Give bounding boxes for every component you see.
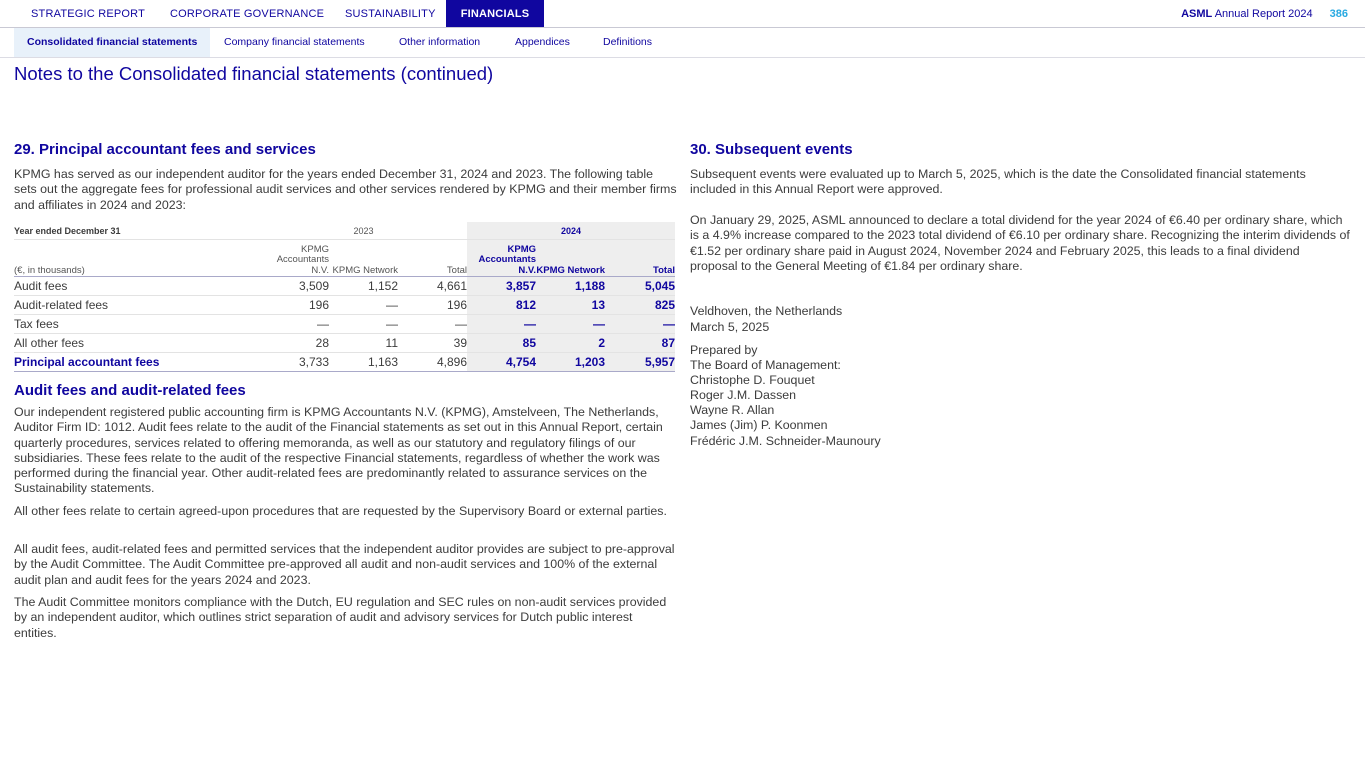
cell-value: — bbox=[329, 315, 398, 334]
audit-fees-paragraph-1: Our independent registered public accounting firm is KPMG Accountants N.V. (KPMG), Amstelveen, The Netherlands, Auditor Firm ID: 1012. Audit fees relate to the audit of the Financial statements as set out in this Annual Report, certain quarterly procedures, services related to offering memoranda, as well as our statutory and regulatory filings of our subsidiaries. These fees relate to the audit of the respective Financial statements, regardless of whether the work was performed during the financial year. Other audit-related fees are predominantly related to assurance services on the Sustainability statements. bbox=[14, 405, 663, 496]
table-header-years bbox=[14, 222, 675, 240]
cell-value: — bbox=[467, 315, 536, 334]
board-member: Roger J.M. Dassen bbox=[690, 388, 797, 402]
row-label: Audit-related fees bbox=[14, 296, 260, 315]
subnav-appendices[interactable]: Appendices bbox=[515, 36, 570, 48]
row-label: All other fees bbox=[14, 334, 260, 353]
prepared-by-label: Prepared by bbox=[690, 343, 758, 357]
cell-value: 87 bbox=[605, 334, 675, 353]
board-member: Wayne R. Allan bbox=[690, 403, 775, 417]
subnav-other-information[interactable]: Other information bbox=[399, 36, 481, 48]
table-row bbox=[14, 334, 675, 353]
section-30-heading: 30. Subsequent events bbox=[690, 141, 853, 158]
cell-value: 4,754 bbox=[467, 353, 536, 372]
year-2023-header: 2023 bbox=[260, 222, 467, 240]
col-2023-network: KPMG Network bbox=[329, 240, 398, 277]
cell-value: 2 bbox=[536, 334, 605, 353]
total-row-label: Principal accountant fees bbox=[14, 353, 260, 372]
fees-table bbox=[14, 222, 675, 372]
cell-value: 85 bbox=[467, 334, 536, 353]
cell-value: 5,957 bbox=[605, 353, 675, 372]
audit-fees-subheading: Audit fees and audit-related fees bbox=[14, 382, 246, 399]
audit-fees-paragraph-2: All other fees relate to certain agreed-upon procedures that are requested by the Supervisory Board or external parties. bbox=[14, 504, 667, 518]
subnav-consolidated-financial-statements[interactable]: Consolidated financial statements bbox=[14, 28, 210, 57]
cell-value: — bbox=[398, 315, 467, 334]
cell-value: 39 bbox=[398, 334, 467, 353]
table-row bbox=[14, 277, 675, 296]
sub-navigation bbox=[0, 28, 1365, 58]
cell-value: 4,896 bbox=[398, 353, 467, 372]
page-number: 386 bbox=[1329, 8, 1348, 20]
page-title: Notes to the Consolidated financial statements (continued) bbox=[14, 63, 494, 84]
brand-name: ASML bbox=[1181, 8, 1213, 20]
table-row bbox=[14, 315, 675, 334]
table-row bbox=[14, 296, 675, 315]
cell-value: 196 bbox=[398, 296, 467, 315]
cell-value: 28 bbox=[260, 334, 329, 353]
col-2024-network: KPMG Network bbox=[536, 240, 605, 277]
cell-value: 196 bbox=[260, 296, 329, 315]
unit-label: (€, in thousands) bbox=[14, 240, 260, 277]
cell-value: — bbox=[329, 296, 398, 315]
cell-value: — bbox=[260, 315, 329, 334]
cell-value: 5,045 bbox=[605, 277, 675, 296]
row-label: Tax fees bbox=[14, 315, 260, 334]
subnav-definitions[interactable]: Definitions bbox=[603, 36, 653, 48]
col-2023-total: Total bbox=[398, 240, 467, 277]
cell-value: 3,857 bbox=[467, 277, 536, 296]
year-ended-label: Year ended December 31 bbox=[14, 222, 260, 240]
subsequent-events-paragraph-1: Subsequent events were evaluated up to March 5, 2025, which is the date the Consolidated financial statements included in this Annual Report were approved. bbox=[690, 167, 1306, 197]
signature-date: March 5, 2025 bbox=[690, 320, 770, 334]
cell-value: 3,733 bbox=[260, 353, 329, 372]
section-29-intro: KPMG has served as our independent auditor for the years ended December 31, 2024 and 2023. The following table sets out the aggregate fees for professional audit services and other services rendered by KPMG and their member firms and affiliates in 2024 and 2023: bbox=[14, 167, 677, 212]
audit-fees-paragraph-4: The Audit Committee monitors compliance with the Dutch, EU regulation and SEC rules on non-audit services provided by an independent auditor, which outlines strict separation of audit and advisory services for Dutch public interest entities. bbox=[14, 595, 667, 640]
cell-value: 812 bbox=[467, 296, 536, 315]
top-navigation bbox=[0, 0, 1365, 28]
row-label: Audit fees bbox=[14, 277, 260, 296]
table-header-columns bbox=[14, 240, 675, 277]
cell-value: 11 bbox=[329, 334, 398, 353]
tab-strategic-report[interactable]: STRATEGIC REPORT bbox=[31, 8, 146, 20]
cell-value: — bbox=[536, 315, 605, 334]
board-member: James (Jim) P. Koonmen bbox=[690, 418, 828, 432]
col-2024-total: Total bbox=[605, 240, 675, 277]
cell-value: 4,661 bbox=[398, 277, 467, 296]
board-member: Christophe D. Fouquet bbox=[690, 373, 815, 387]
col-2023-accountants: KPMG Accountants N.V. bbox=[260, 240, 329, 277]
report-title: Annual Report 2024 bbox=[1214, 8, 1313, 20]
cell-value: 1,203 bbox=[536, 353, 605, 372]
cell-value: — bbox=[605, 315, 675, 334]
table-total-row bbox=[14, 353, 675, 372]
col-2024-accountants: KPMG Accountants N.V. bbox=[467, 240, 536, 277]
subsequent-events-paragraph-2: On January 29, 2025, ASML announced to declare a total dividend for the year 2024 of €6.40 per ordinary share, which is a 4.9% increase compared to the 2023 total dividend of €6.10 per ordinary share. Recognizing the interim dividends of €1.52 per ordinary share paid in August 2024, November 2024 and February 2025, this leads to a final dividend proposal to the General Meeting of €1.84 per ordinary share. bbox=[690, 213, 1350, 273]
cell-value: 1,188 bbox=[536, 277, 605, 296]
cell-value: 1,152 bbox=[329, 277, 398, 296]
cell-value: 1,163 bbox=[329, 353, 398, 372]
board-label: The Board of Management: bbox=[690, 358, 841, 372]
report-brand bbox=[1181, 0, 1348, 27]
tab-sustainability[interactable]: SUSTAINABILITY bbox=[345, 8, 436, 20]
tab-financials[interactable]: FINANCIALS bbox=[446, 0, 544, 27]
cell-value: 13 bbox=[536, 296, 605, 315]
tab-corporate-governance[interactable]: CORPORATE GOVERNANCE bbox=[170, 8, 325, 20]
board-member: Frédéric J.M. Schneider-Maunoury bbox=[690, 434, 881, 448]
cell-value: 3,509 bbox=[260, 277, 329, 296]
signature-place: Veldhoven, the Netherlands bbox=[690, 304, 843, 318]
year-2024-header: 2024 bbox=[467, 222, 675, 240]
subnav-company-financial-statements[interactable]: Company financial statements bbox=[224, 36, 365, 48]
section-29-heading: 29. Principal accountant fees and services bbox=[14, 141, 316, 158]
audit-fees-paragraph-3: All audit fees, audit-related fees and permitted services that the independent auditor provides are subject to pre-approval by the Audit Committee. The Audit Committee pre-approved all audit and non-audit services and 100% of the external audit plan and audit fees for the years 2024 and 2023. bbox=[14, 542, 675, 587]
cell-value: 825 bbox=[605, 296, 675, 315]
